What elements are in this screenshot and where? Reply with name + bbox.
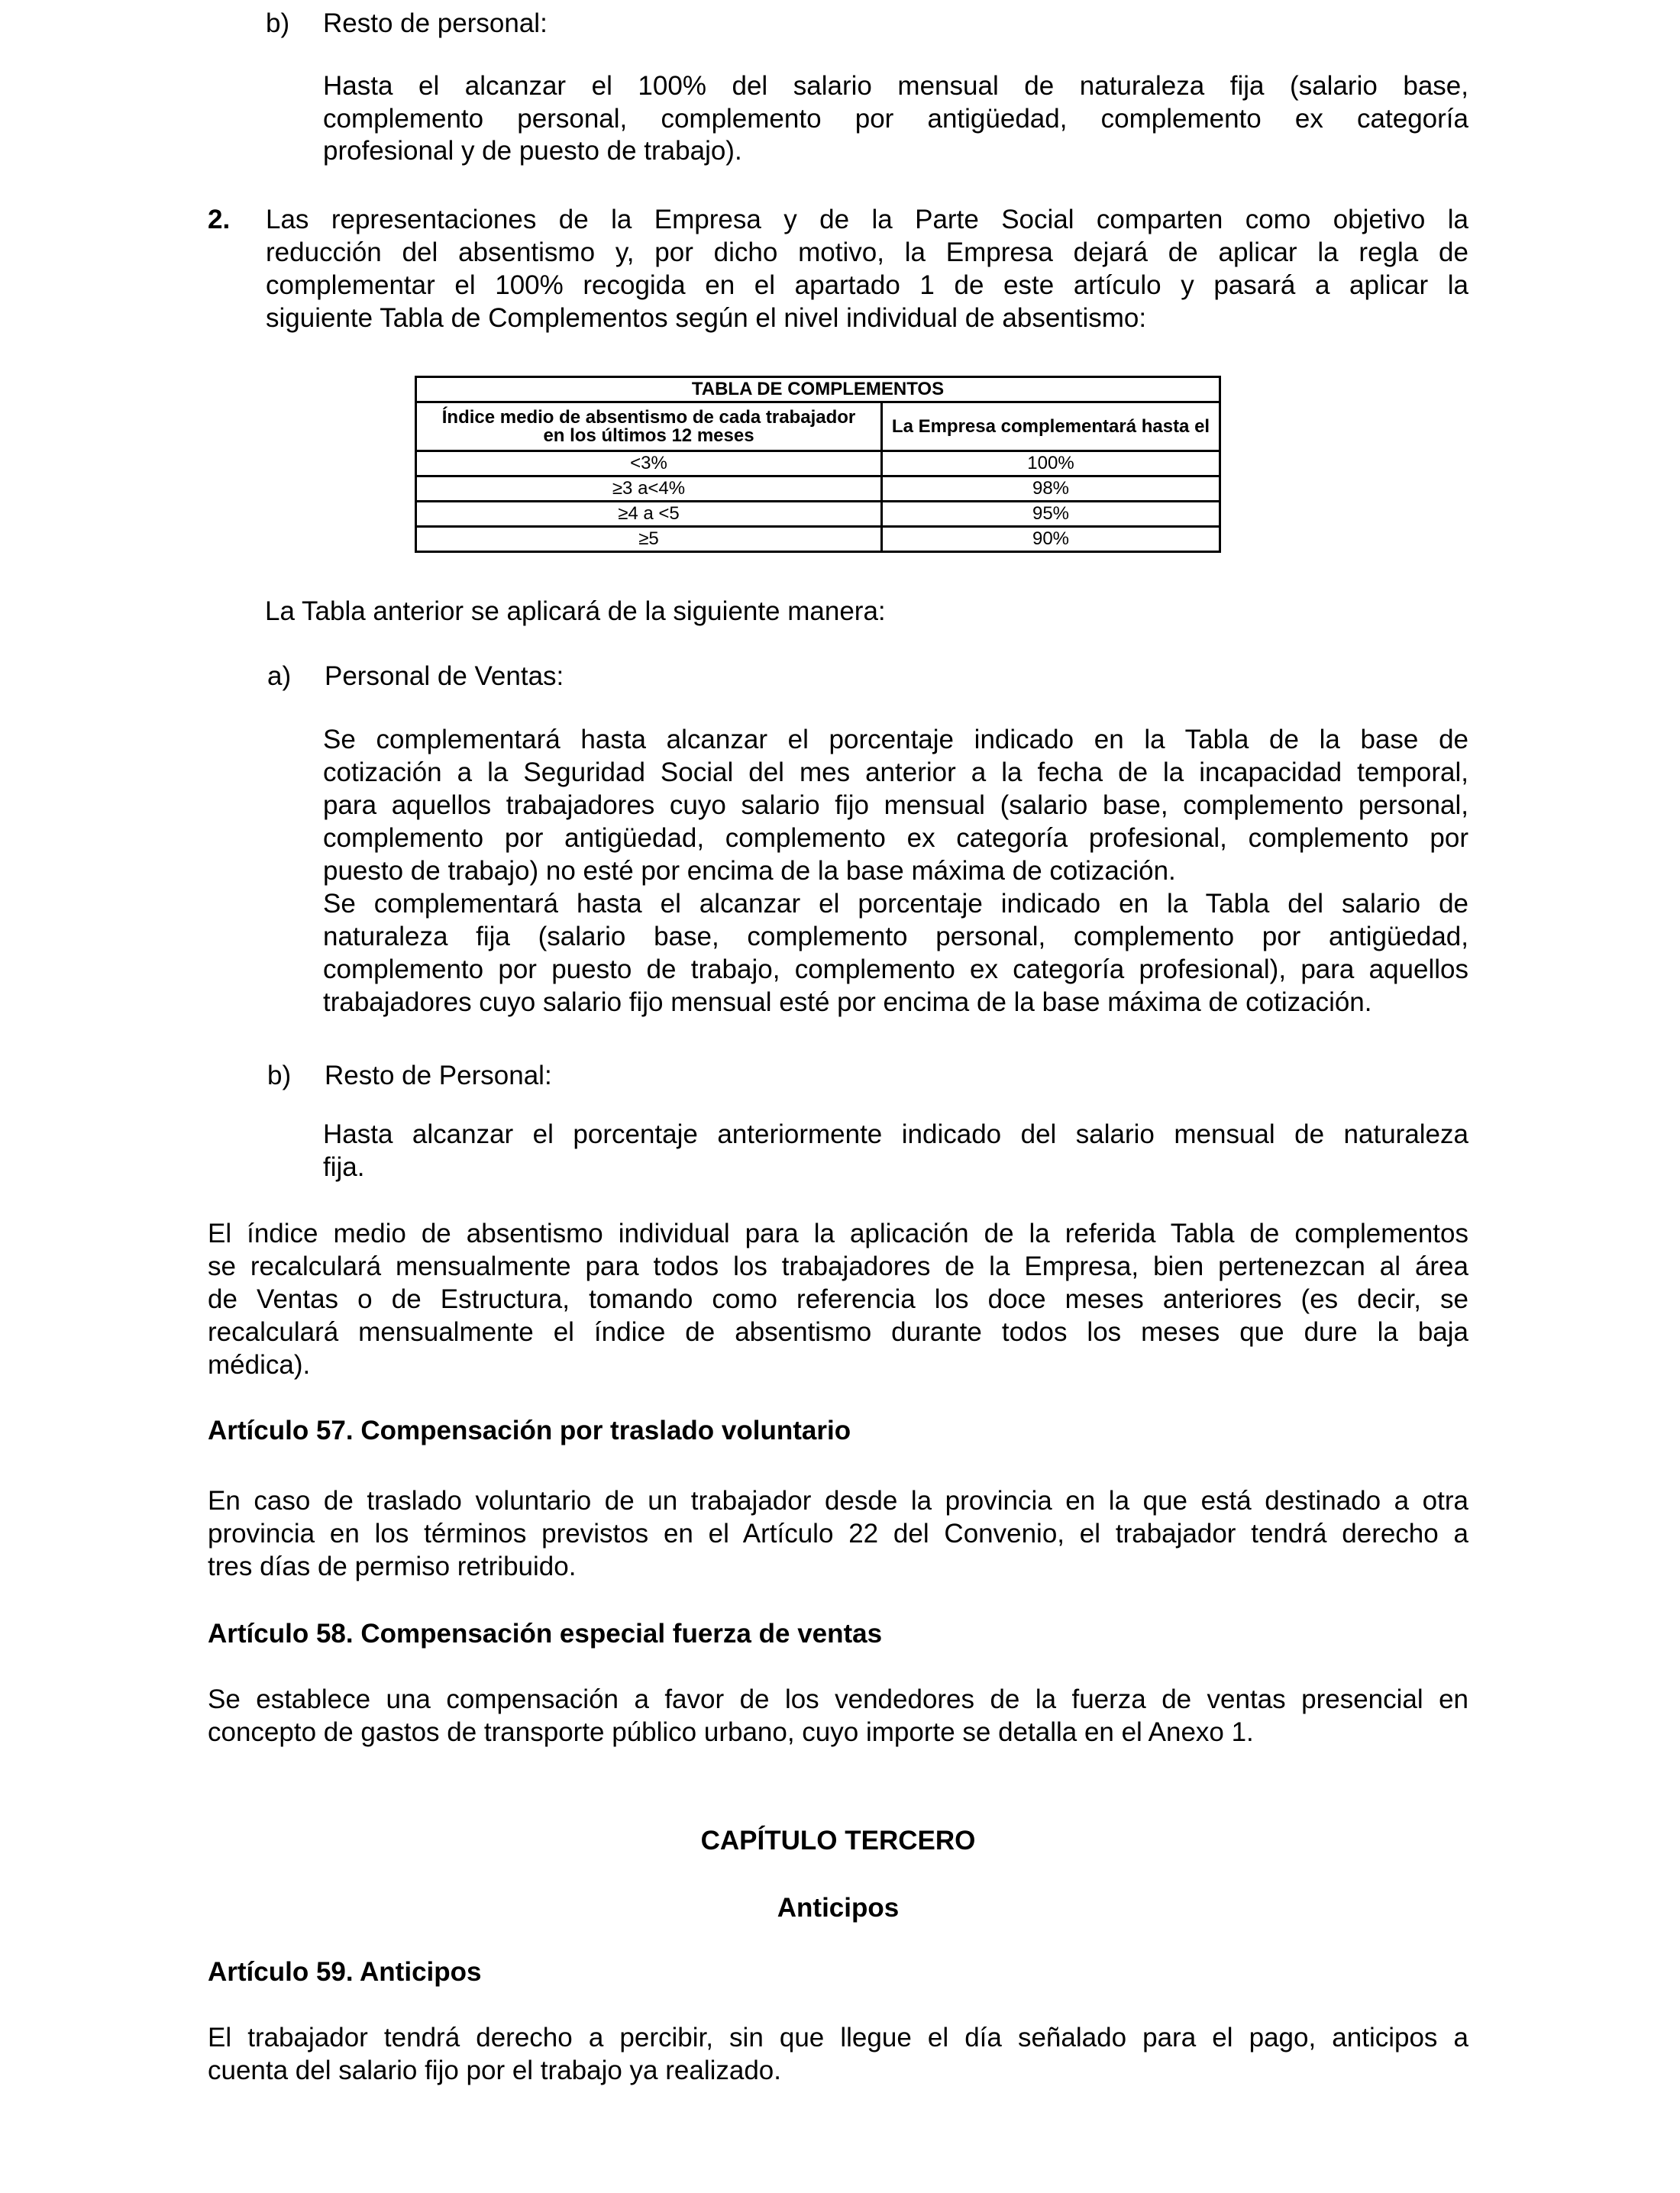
paragraph-line: El índice medio de absentismo individual para la aplicación de la referida Tabla de complementos xyxy=(208,1219,1468,1248)
paragraph-line: provincia en los términos previstos en el Artículo 22 del Convenio, el trabajador tendrá derecho a xyxy=(208,1519,1468,1549)
paragraph-line: de Ventas o de Estructura, tomando como referencia los doce meses anteriores (es decir, se xyxy=(208,1284,1468,1314)
paragraph-line: médica). xyxy=(208,1350,311,1380)
paragraph-line: cotización a la Seguridad Social del mes anterior a la fecha de la incapacidad temporal, xyxy=(323,757,1468,787)
table-row xyxy=(416,476,1220,502)
paragraph-line: para aquellos trabajadores cuyo salario fijo mensual (salario base, complemento personal, xyxy=(323,790,1468,820)
paragraph-line: complementar el 100% recogida en el apartado 1 de este artículo y pasará a aplicar la xyxy=(266,270,1468,300)
paragraph-line: Se complementará hasta el alcanzar el porcentaje indicado en la Tabla del salario de xyxy=(323,889,1468,919)
list-marker-2: 2. xyxy=(208,205,231,234)
table-row xyxy=(416,527,1220,552)
list-marker-b: b) xyxy=(266,8,290,38)
intro-line: La Tabla anterior se aplicará de la siguiente manera: xyxy=(265,596,886,626)
paragraph-line: puesto de trabajo) no esté por encima de la base máxima de cotización. xyxy=(323,856,1176,886)
article-58-heading: Artículo 58. Compensación especial fuerza de ventas xyxy=(208,1619,883,1649)
paragraph-line: Hasta el alcanzar el 100% del salario mensual de naturaleza fija (salario base, xyxy=(323,71,1468,101)
paragraph-line: Se complementará hasta alcanzar el porcentaje indicado en la Tabla de la base de xyxy=(323,725,1468,754)
header-line: en los últimos 12 meses xyxy=(543,425,754,446)
paragraph-line: naturaleza fija (salario base, complemento personal, complemento por antigüedad, xyxy=(323,922,1468,951)
table-title: TABLA DE COMPLEMENTOS xyxy=(416,377,1220,402)
article-59-heading: Artículo 59. Anticipos xyxy=(208,1957,482,1987)
chapter-subtitle: Anticipos xyxy=(777,1893,900,1923)
cell-complement: 100% xyxy=(882,451,1220,476)
article-57-heading: Artículo 57. Compensación por traslado voluntario xyxy=(208,1416,851,1445)
cell-index: ≥5 xyxy=(416,527,882,552)
cell-complement: 90% xyxy=(882,527,1220,552)
paragraph-line: Hasta alcanzar el porcentaje anteriormente indicado del salario mensual de naturaleza xyxy=(323,1119,1468,1149)
paragraph-line: El trabajador tendrá derecho a percibir, sin que llegue el día señalado para el pago, anticipos a xyxy=(208,2023,1468,2053)
subsection-title: Personal de Ventas: xyxy=(325,661,564,691)
header-line: Índice medio de absentismo de cada trabajador xyxy=(441,406,856,428)
paragraph-line: profesional y de puesto de trabajo). xyxy=(323,136,742,166)
list-marker-a: a) xyxy=(267,661,292,691)
cell-index: <3% xyxy=(416,451,882,476)
subsection-title: Resto de personal: xyxy=(323,8,548,38)
paragraph-line: En caso de traslado voluntario de un trabajador desde la provincia en la que está destinado a otra xyxy=(208,1486,1468,1516)
cell-complement: 98% xyxy=(882,476,1220,502)
paragraph-line: siguiente Tabla de Complementos según el nivel individual de absentismo: xyxy=(266,303,1147,333)
subsection-title: Resto de Personal: xyxy=(325,1061,552,1090)
list-marker-b: b) xyxy=(267,1061,292,1090)
paragraph-line: tres días de permiso retribuido. xyxy=(208,1552,577,1581)
table-header-index xyxy=(416,402,882,451)
paragraph-line: complemento por antigüedad, complemento ex categoría profesional, complemento por xyxy=(323,823,1468,853)
paragraph-line: se recalculará mensualmente para todos los trabajadores de la Empresa, bien pertenezcan al área xyxy=(208,1252,1468,1281)
chapter-title: CAPÍTULO TERCERO xyxy=(700,1826,976,1855)
table-row xyxy=(416,502,1220,527)
paragraph-line: recalculará mensualmente el índice de absentismo durante todos los meses que dure la baja xyxy=(208,1317,1468,1347)
cell-complement: 95% xyxy=(882,502,1220,527)
cell-index: ≥4 a <5 xyxy=(416,502,882,527)
paragraph-line: complemento por puesto de trabajo, complemento ex categoría profesional), para aquellos xyxy=(323,954,1468,984)
paragraph-line: Se establece una compensación a favor de los vendedores de la fuerza de ventas presencial en xyxy=(208,1684,1468,1714)
paragraph-line: complemento personal, complemento por antigüedad, complemento ex categoría xyxy=(323,104,1468,134)
paragraph-line: cuenta del salario fijo por el trabajo ya realizado. xyxy=(208,2056,781,2085)
table-row xyxy=(416,451,1220,476)
cell-index: ≥3 a<4% xyxy=(416,476,882,502)
paragraph-line: reducción del absentismo y, por dicho motivo, la Empresa dejará de aplicar la regla de xyxy=(266,237,1468,267)
table-header-complement: La Empresa complementará hasta el xyxy=(882,402,1220,451)
paragraph-line: trabajadores cuyo salario fijo mensual esté por encima de la base máxima de cotización. xyxy=(323,987,1372,1017)
complements-table xyxy=(415,376,1221,553)
paragraph-line: concepto de gastos de transporte público urbano, cuyo importe se detalla en el Anexo 1. xyxy=(208,1717,1254,1747)
paragraph-line: Las representaciones de la Empresa y de la Parte Social comparten como objetivo la xyxy=(266,205,1468,234)
paragraph-line: fija. xyxy=(323,1152,365,1182)
